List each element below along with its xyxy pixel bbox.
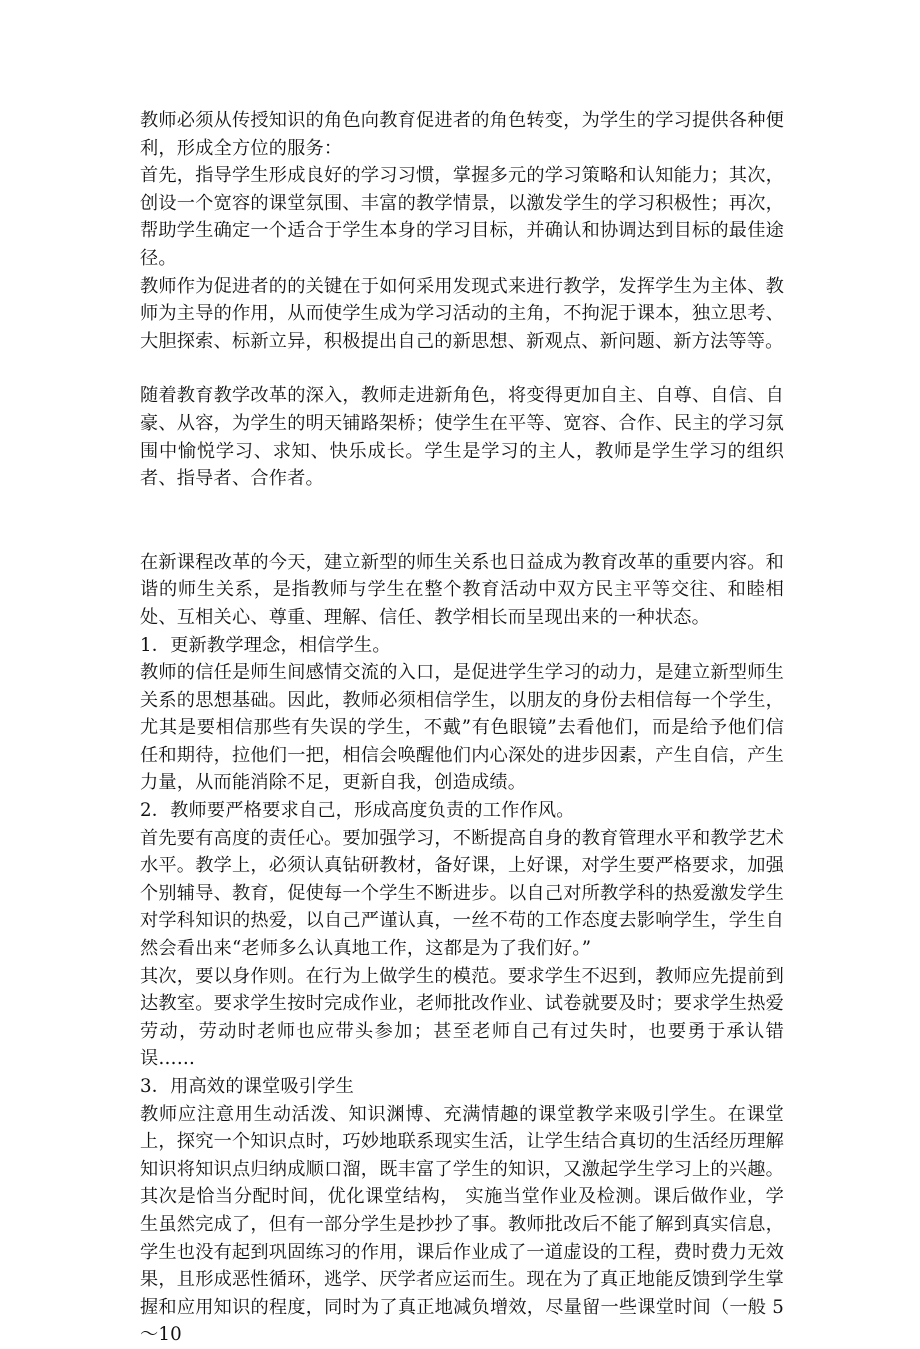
- blank-line: [140, 493, 784, 549]
- paragraph-point-1: 教师的信任是师生间感情交流的入口，是促进学生学习的动力，是建立新型师生关系的思想基础。因此，教师必须相信学生，以朋友的身份去相信每一个学生，尤其是要相信那些有失误的学生，不戴”有色眼镜”去看他们，而是给予他们信任和期待，拉他们一把，相信会唤醒他们内心深处的进步因素，产生自信，产生力量，从而能消除不足，更新自我，创造成绩。: [140, 662, 784, 794]
- paragraph-new-role: 随着教育教学改革的深入，教师走进新角色，将变得更加自主、自尊、自信、自豪、从容，为学生的明天铺路架桥；使学生在平等、宽容、合作、民主的学习氛围中愉悦学习、求知、快乐成长。学生是学习的主人，教师是学生学习的组织者、指导者、合作者。: [140, 385, 784, 490]
- heading-point-3: 3．用高效的课堂吸引学生: [140, 1076, 355, 1097]
- paragraph-role-shift: 教师必须从传授知识的角色向教育促进者的角色转变，为学生的学习提供各种便利，形成全方位的服务：: [140, 110, 784, 159]
- paragraph-point-2-example: 其次，要以身作则。在行为上做学生的模范。要求学生不迟到，教师应先提前到达教室。要求学生按时完成作业，老师批改作业、试卷就要及时；要求学生热爱劳动，劳动时老师也应带头参加；甚至老师自己有过失时，也要勇于承认错误……: [140, 965, 784, 1070]
- paragraph-relationship-intro: 在新课程改革的今天，建立新型的师生关系也日益成为教育改革的重要内容。和谐的师生关系，是指教师与学生在整个教育活动中双方民主平等交往、和睦相处、互相关心、尊重、理解、信任、教学相长而呈现出来的一种状态。: [140, 551, 784, 628]
- heading-point-1: 1．更新教学理念，相信学生。: [140, 634, 391, 656]
- paragraph-guidance: 首先，指导学生形成良好的学习习惯，掌握多元的学习策略和认知能力；其次，创设一个宽容的课堂氛围、丰富的教学情景，以激发学生的学习积极性；再次，帮助学生确定一个适合于学生本身的学习目标，并确认和协调达到目标的最佳途径。: [140, 165, 784, 269]
- blank-line: [140, 355, 784, 382]
- document-page: [140, 107, 784, 1349]
- paragraph-point-2-responsibility: 首先要有高度的责任心。要加强学习，不断提高自身的教育管理水平和教学艺术水平。教学上，必须认真钻研教材，备好课，上好课，对学生要严格要求，加强个别辅导、教育，促使每一个学生不断进步。以自己对所教学科的热爱激发学生对学科知识的热爱，以自己严谨认真，一丝不苟的工作态度去影响学生，学生自然会看出来“老师多么认真地工作，这都是为了我们好。”: [140, 827, 784, 960]
- paragraph-point-3: 教师应注意用生动活泼、知识渊博、充满情趣的课堂教学来吸引学生。在课堂上，探究一个知识点时，巧妙地联系现实生活，让学生结合真切的生活经历理解知识将知识点归纳成顺口溜，既丰富了学生的知识，又激起学生学习上的兴趣。其次是恰当分配时间，优化课堂结构， 实施当堂作业及检测。课后做作业，学生虽然完成了，但有一部分学生是抄抄了事。教师批改后不能了解到真实信息，学生也没有起到巩固练习的作用，课后作业成了一道虚设的工程，费时费力无效果，且形成恶性循环，逃学、厌学者应运而生。现在为了真正地能反馈到学生掌握和应用知识的程度，同时为了真正地减负增效，尽量留一些课堂时间（一般 5～10: [140, 1103, 784, 1346]
- paragraph-facilitator-key: 教师作为促进者的的关键在于如何采用发现式来进行教学，发挥学生为主体、教师为主导的作用，从而使学生成为学习活动的主角，不拘泥于课本，独立思考、大胆探索、标新立异，积极提出自己的新思想、新观点、新问题、新方法等等。: [140, 275, 784, 352]
- heading-point-2: 2．教师要严格要求自己，形成高度负责的工作作风。: [140, 800, 575, 822]
